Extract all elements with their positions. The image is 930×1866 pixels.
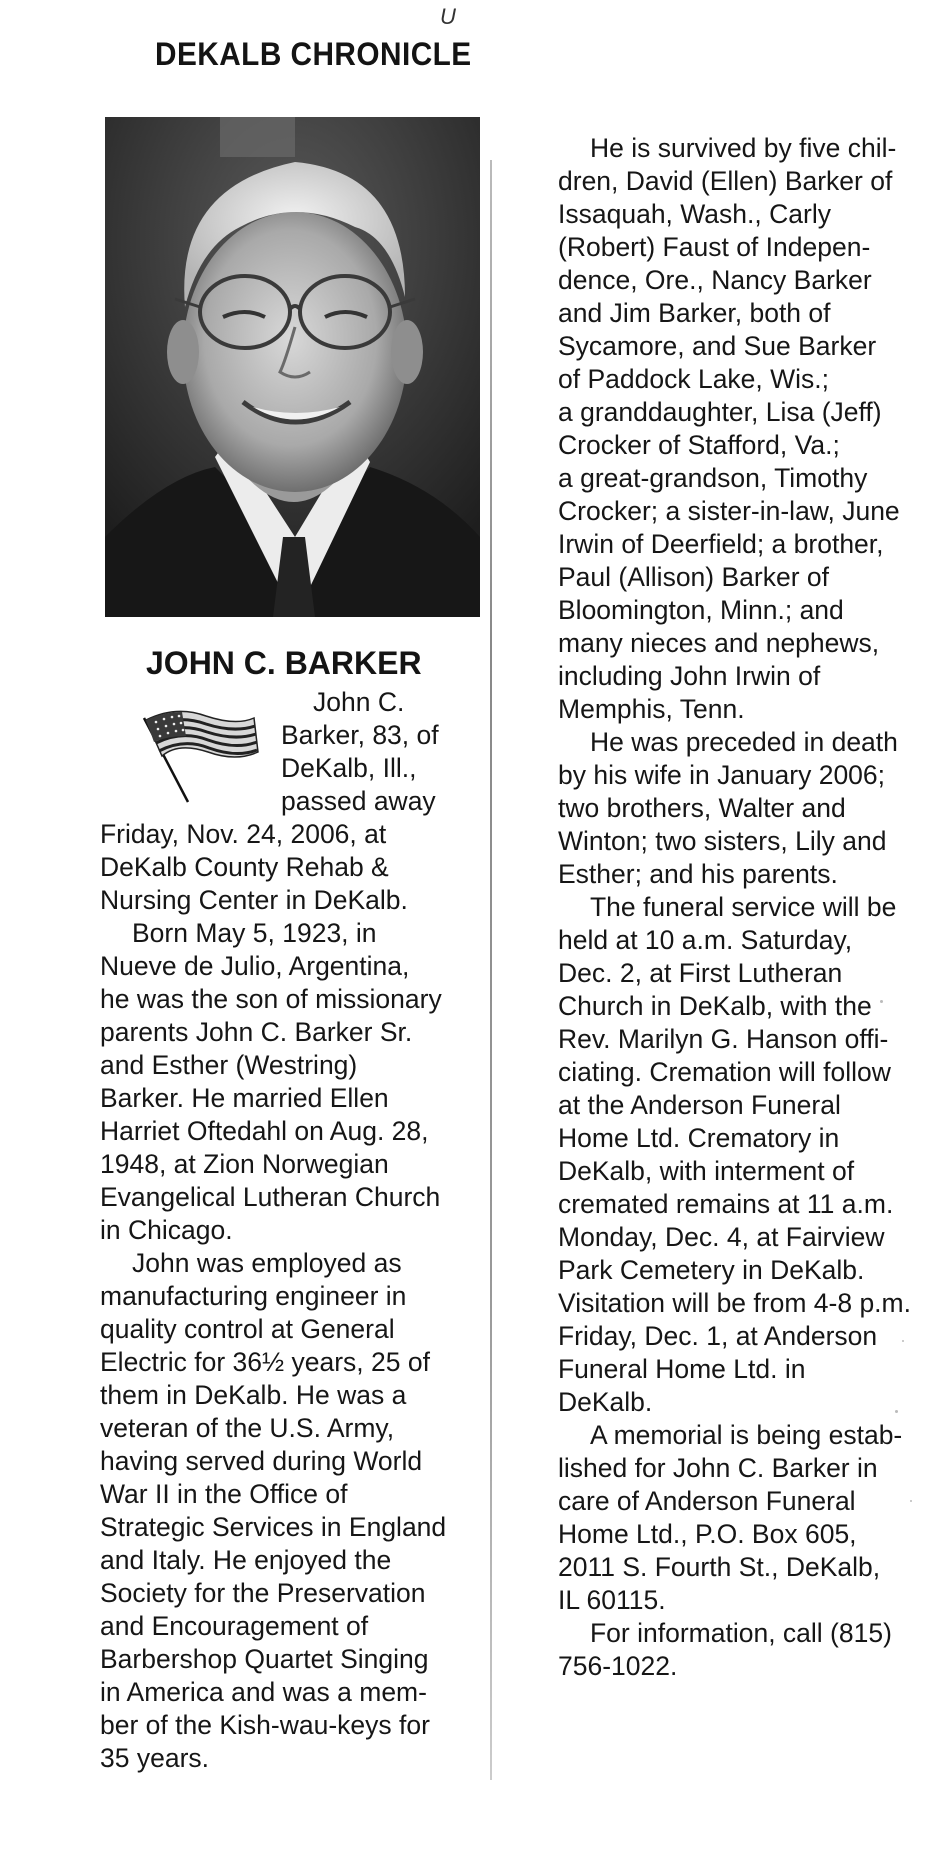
text-line: Barker, 83, of: [281, 720, 439, 750]
text-line: Monday, Dec. 4, at Fairview: [558, 1222, 885, 1252]
text-line: ciating. Cremation will follow: [558, 1057, 891, 1087]
portrait-photo: [105, 117, 480, 617]
text-line: Dec. 2, at First Lutheran: [558, 958, 843, 988]
text-line: he was the son of missionary: [100, 984, 442, 1014]
text-line: He was preceded in death: [590, 727, 898, 757]
masthead: DEKALB CHRONICLE: [155, 36, 472, 72]
text-line: passed away: [281, 786, 436, 816]
handwritten-mark: U: [440, 4, 456, 29]
column-divider: [490, 160, 492, 1780]
text-line: Church in DeKalb, with the: [558, 991, 872, 1021]
scan-speck: [910, 1500, 912, 1502]
text-line: Crocker of Stafford, Va.;: [558, 430, 840, 460]
text-line: Funeral Home Ltd. in: [558, 1354, 806, 1384]
text-line: Winton; two sisters, Lily and: [558, 826, 887, 856]
text-line: Strategic Services in England: [100, 1512, 447, 1542]
text-line: at the Anderson Funeral: [558, 1090, 841, 1120]
text-line: two brothers, Walter and: [558, 793, 846, 823]
text-line: DeKalb, Ill.,: [281, 753, 417, 783]
scan-speck: [902, 1340, 904, 1342]
text-line: Electric for 36½ years, 25 of: [100, 1347, 430, 1377]
text-line: John C.: [313, 687, 405, 717]
text-line: 35 years.: [100, 1743, 210, 1773]
text-line: of Paddock Lake, Wis.;: [558, 364, 830, 394]
text-line: Crocker; a sister-in-law, June: [558, 496, 900, 526]
text-line: John was employed as: [132, 1248, 402, 1278]
text-line: Harriet Oftedahl on Aug. 28,: [100, 1116, 429, 1146]
text-line: The funeral service will be: [590, 892, 897, 922]
text-line: manufacturing engineer in: [100, 1281, 407, 1311]
text-line: 756-1022.: [558, 1651, 678, 1681]
text-line: (Robert) Faust of Indepen-: [558, 232, 871, 262]
text-line: including John Irwin of: [558, 661, 821, 691]
obituary-opening: [281, 686, 439, 818]
text-line: Barbershop Quartet Singing: [100, 1644, 429, 1674]
text-line: 2011 S. Fourth St., DeKalb,: [558, 1552, 881, 1582]
text-line: Friday, Dec. 1, at Anderson: [558, 1321, 878, 1351]
text-line: Home Ltd. Crematory in: [558, 1123, 840, 1153]
text-line: them in DeKalb. He was a: [100, 1380, 407, 1410]
text-line: Society for the Preservation: [100, 1578, 426, 1608]
scan-speck: [895, 1410, 898, 1413]
text-line: For information, call (815): [590, 1618, 892, 1648]
text-line: care of Anderson Funeral: [558, 1486, 856, 1516]
text-line: in Chicago.: [100, 1215, 233, 1245]
text-line: having served during World: [100, 1446, 423, 1476]
text-line: ber of the Kish-wau-keys for: [100, 1710, 430, 1740]
text-line: Nursing Center in DeKalb.: [100, 885, 408, 915]
text-line: Esther; and his parents.: [558, 859, 838, 889]
text-line: 1948, at Zion Norwegian: [100, 1149, 389, 1179]
text-line: Visitation will be from 4-8 p.m.: [558, 1288, 911, 1318]
obituary-left-column: [100, 818, 446, 1775]
text-line: many nieces and nephews,: [558, 628, 880, 658]
text-line: A memorial is being estab-: [590, 1420, 903, 1450]
text-line: Born May 5, 1923, in: [132, 918, 377, 948]
text-line: DeKalb, with interment of: [558, 1156, 855, 1186]
text-line: Bloomington, Minn.; and: [558, 595, 844, 625]
text-line: quality control at General: [100, 1314, 395, 1344]
text-line: DeKalb County Rehab &: [100, 852, 389, 882]
text-line: IL 60115.: [558, 1585, 666, 1615]
text-line: and Italy. He enjoyed the: [100, 1545, 392, 1575]
text-line: and Encouragement of: [100, 1611, 369, 1641]
text-line: Issaquah, Wash., Carly: [558, 199, 831, 229]
obituary-name: JOHN C. BARKER: [146, 645, 422, 681]
text-line: Memphis, Tenn.: [558, 694, 745, 724]
text-line: Sycamore, and Sue Barker: [558, 331, 877, 361]
text-line: He is survived by five chil-: [590, 133, 897, 163]
text-line: Paul (Allison) Barker of: [558, 562, 829, 592]
obituary-right-column: [558, 132, 911, 1683]
text-line: parents John C. Barker Sr.: [100, 1017, 413, 1047]
text-line: Friday, Nov. 24, 2006, at: [100, 819, 387, 849]
text-line: a granddaughter, Lisa (Jeff): [558, 397, 882, 427]
text-line: Home Ltd., P.O. Box 605,: [558, 1519, 857, 1549]
text-line: in America and was a mem-: [100, 1677, 427, 1707]
scan-speck: [880, 1000, 883, 1003]
text-line: Rev. Marilyn G. Hanson offi-: [558, 1024, 889, 1054]
text-line: and Jim Barker, both of: [558, 298, 831, 328]
text-line: lished for John C. Barker in: [558, 1453, 878, 1483]
text-line: War II in the Office of: [100, 1479, 348, 1509]
text-line: dren, David (Ellen) Barker of: [558, 166, 893, 196]
text-line: Barker. He married Ellen: [100, 1083, 389, 1113]
text-line: by his wife in January 2006;: [558, 760, 886, 790]
text-line: held at 10 a.m. Saturday,: [558, 925, 853, 955]
text-line: veteran of the U.S. Army,: [100, 1413, 395, 1443]
american-flag-icon: [136, 700, 261, 805]
text-line: Irwin of Deerfield; a brother,: [558, 529, 884, 559]
text-line: and Esther (Westring): [100, 1050, 358, 1080]
text-line: cremated remains at 11 a.m.: [558, 1189, 894, 1219]
text-line: DeKalb.: [558, 1387, 653, 1417]
text-line: Park Cemetery in DeKalb.: [558, 1255, 865, 1285]
text-line: a great-grandson, Timothy: [558, 463, 868, 493]
text-line: Evangelical Lutheran Church: [100, 1182, 441, 1212]
text-line: Nueve de Julio, Argentina,: [100, 951, 410, 981]
text-line: dence, Ore., Nancy Barker: [558, 265, 872, 295]
